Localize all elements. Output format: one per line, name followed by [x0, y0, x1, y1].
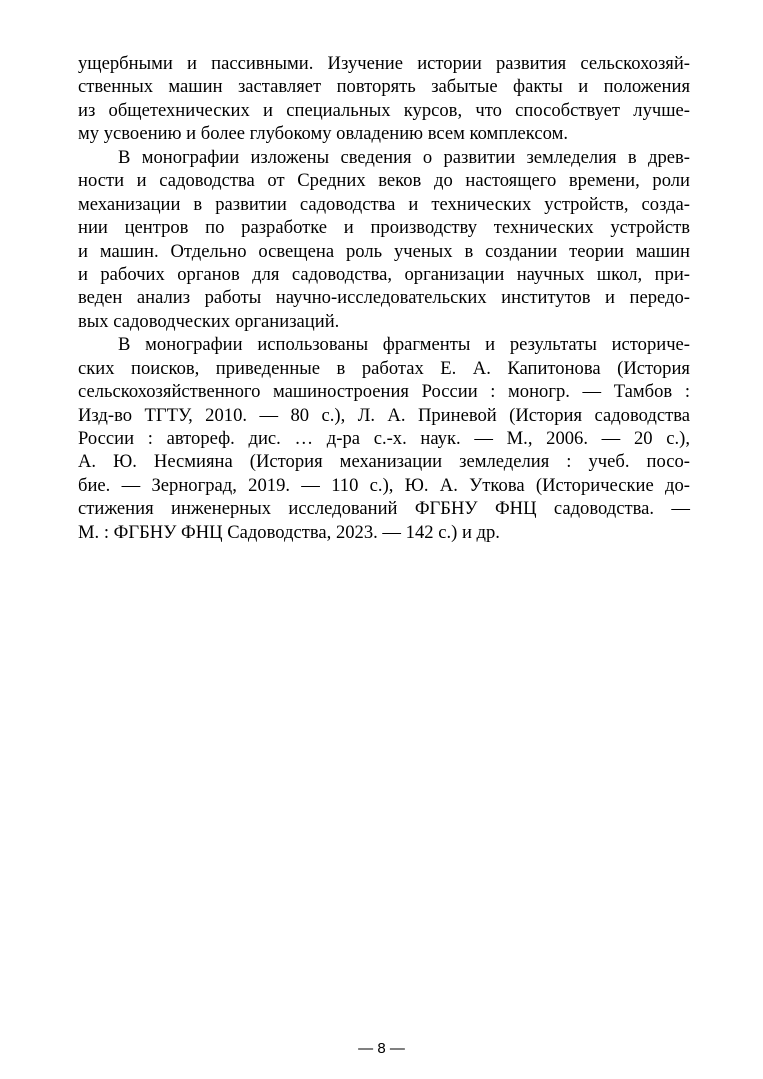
text-line: ущербными и пассивными. Изучение истории развития сельскохозяй- — [78, 53, 690, 74]
text-line: ственных машин заставляет повторять забытые факты и положения — [78, 76, 690, 98]
text-line: В монографии использованы фрагменты и результаты историче- — [118, 334, 690, 356]
text-line: А. Ю. Несмияна (История механизации земледелия : учеб. посо- — [78, 451, 690, 473]
page-body — [78, 52, 690, 544]
paragraph-3 — [78, 333, 690, 544]
text-line: из общетехнических и специальных курсов, что способствует лучше- — [78, 99, 690, 121]
text-line: стижения инженерных исследований ФГБНУ ФНЦ садоводства. — — [78, 498, 690, 520]
text-line: Изд-во ТГТУ, 2010. — 80 с.), Л. А. Приневой (История садоводства — [78, 404, 690, 426]
paragraph-2 — [78, 146, 690, 334]
text-line: вых садоводческих организаций. — [78, 310, 340, 332]
text-line: и машин. Отдельно освещена роль ученых в создании теории машин — [78, 240, 690, 262]
text-line: нии центров по разработке и производству технических устройств — [78, 217, 690, 239]
text-line: ности и садоводства от Средних веков до настоящего времени, роли — [78, 170, 690, 192]
text-line: веден анализ работы научно-исследовательских институтов и передо- — [78, 287, 690, 309]
paragraph-1 — [78, 52, 690, 146]
text-line: В монографии изложены сведения о развитии земледелия в древ- — [118, 146, 690, 168]
text-line: сельскохозяйственного машиностроения России : моногр. — Тамбов : — [78, 381, 690, 403]
text-line: ских поисков, приведенные в работах Е. А. Капитонова (История — [78, 357, 690, 379]
text-line: механизации в развитии садоводства и технических устройств, созда- — [78, 193, 690, 215]
text-line: бие. — Зерноград, 2019. — 110 с.), Ю. А. Уткова (Исторические до- — [78, 474, 690, 496]
text-line: России : автореф. дис. … д-ра с.-х. наук. — М., 2006. — 20 с.), — [78, 428, 690, 449]
text-line: М. : ФГБНУ ФНЦ Садоводства, 2023. — 142 с.) и др. — [78, 521, 500, 543]
text-line: му усвоению и более глубокому овладению всем комплексом. — [78, 123, 568, 145]
text-line: и рабочих органов для садоводства, организации научных школ, при- — [78, 263, 690, 285]
page-number: — 8 — — [358, 1040, 405, 1057]
